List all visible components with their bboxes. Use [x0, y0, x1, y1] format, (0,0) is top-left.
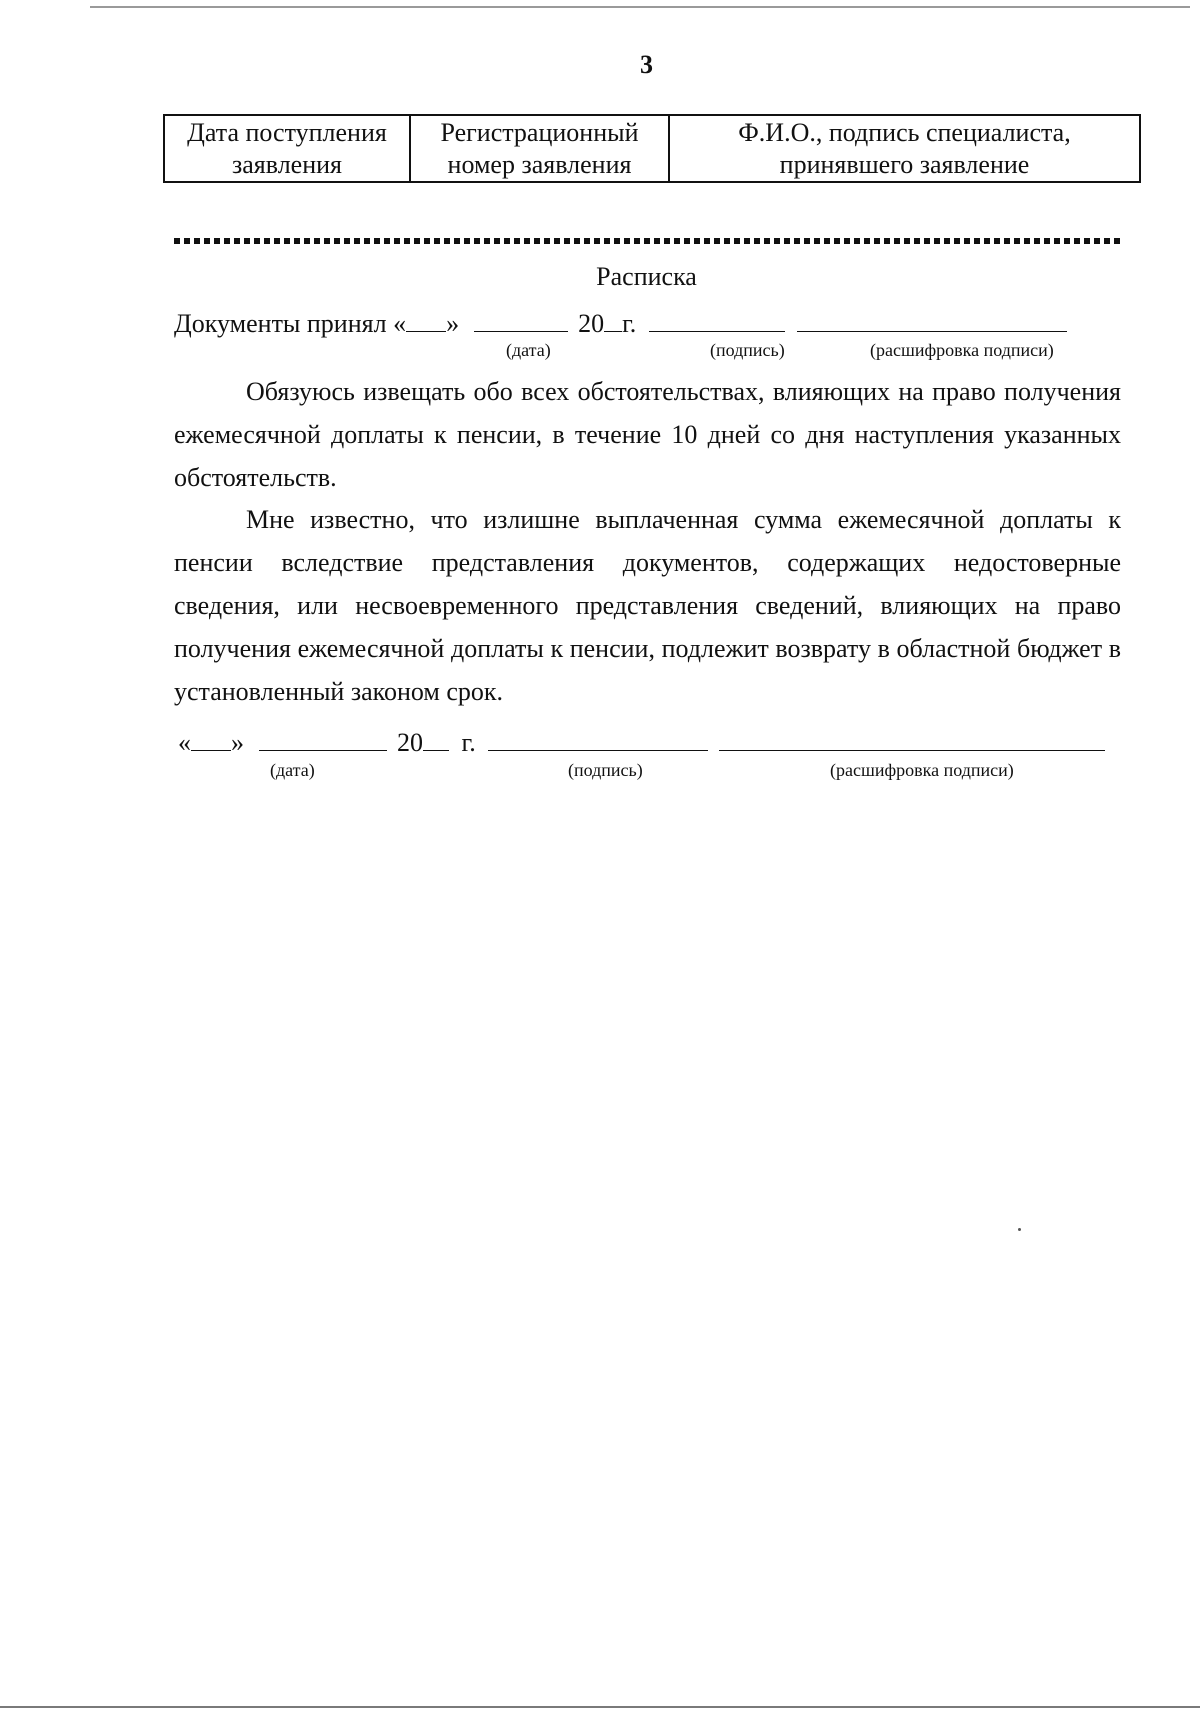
- caption-decoding: (расшифровка подписи): [830, 760, 1014, 780]
- year-prefix: 20: [578, 309, 605, 338]
- day-blank[interactable]: [406, 309, 446, 332]
- accepted-prefix: Документы принял «: [174, 309, 407, 338]
- table-header-line: заявления: [231, 150, 342, 179]
- caption-signature: (подпись): [568, 760, 643, 780]
- month-blank[interactable]: [259, 728, 387, 751]
- year-suffix: г.: [622, 309, 637, 338]
- year-prefix: 20: [397, 728, 423, 757]
- accepted-line: [174, 309, 1067, 339]
- table-row: [164, 115, 1140, 182]
- table-header-line: Регистрационный: [440, 118, 639, 147]
- page-number: 3: [640, 50, 653, 79]
- signature-blank[interactable]: [488, 728, 708, 751]
- notice-paragraph: Мне известно, что излишне выплаченная сумма ежемесячной доплаты к пенсии вследствие представления документов, содержащих недостоверные сведения, или несвоевременного представления сведений, влияющих на право получения ежемесячной доплаты к пенсии, подлежит возврату в областной бюджет в установленный законом срок.: [174, 505, 1121, 706]
- scan-edge-bottom: [0, 1706, 1200, 1708]
- scan-edge-top: [90, 6, 1190, 8]
- table-header-date: [164, 115, 410, 182]
- year-blank[interactable]: [604, 309, 622, 332]
- table-header-reg-number: [410, 115, 669, 182]
- quote-open: «: [178, 728, 191, 757]
- quote-close: »: [446, 309, 460, 338]
- cut-line: [174, 238, 1120, 244]
- quote-close: »: [231, 728, 244, 757]
- table-header-specialist: [669, 115, 1140, 182]
- year-suffix: г.: [461, 728, 476, 757]
- table-header-line: принявшего заявление: [779, 150, 1030, 179]
- scan-speck: [1018, 1228, 1021, 1231]
- table-header-line: Дата поступления: [187, 118, 387, 147]
- month-blank[interactable]: [474, 309, 568, 332]
- decoding-blank[interactable]: [719, 728, 1105, 751]
- day-blank[interactable]: [191, 728, 231, 751]
- caption-date: (дата): [270, 760, 315, 780]
- caption-date: (дата): [506, 340, 551, 360]
- registration-table: [163, 114, 1141, 183]
- obligation-paragraph: Обязуюсь извещать обо всех обстоятельствах, влияющих на право получения ежемесячной доплаты к пенсии, в течение 10 дней со дня наступления указанных обстоятельств.: [174, 377, 1121, 492]
- table-header-line: номер заявления: [447, 150, 632, 179]
- caption-decoding: (расшифровка подписи): [870, 340, 1054, 360]
- table-header-line: Ф.И.О., подпись специалиста,: [738, 118, 1071, 147]
- year-blank[interactable]: [423, 728, 449, 751]
- caption-signature: (подпись): [710, 340, 785, 360]
- signature-date-line: [178, 728, 1105, 758]
- signature-blank[interactable]: [649, 309, 785, 332]
- receipt-title: Расписка: [596, 262, 697, 291]
- decoding-blank[interactable]: [797, 309, 1067, 332]
